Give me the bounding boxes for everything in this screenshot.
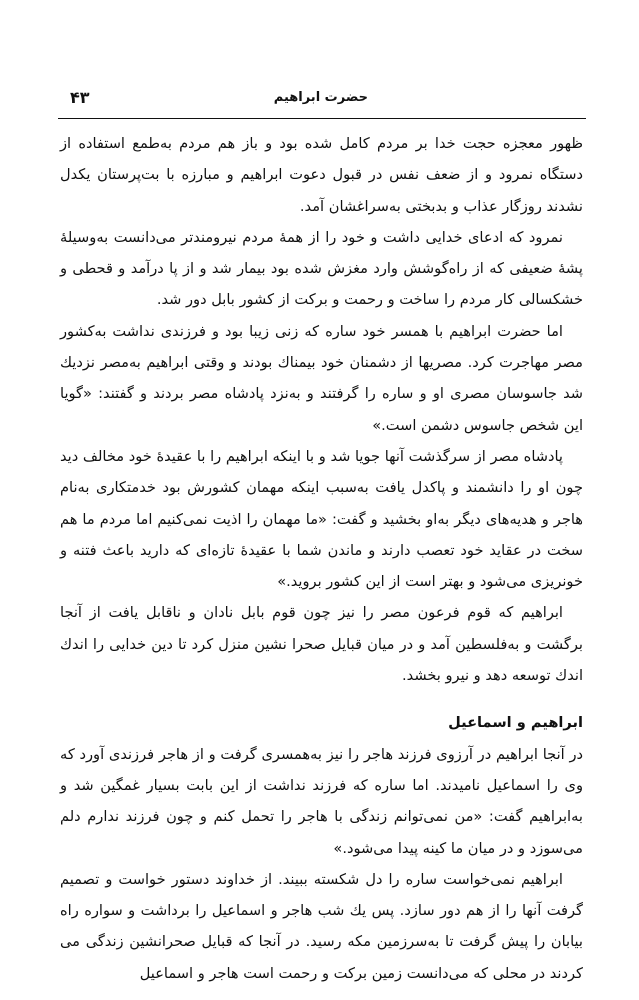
paragraph: ابراهیم نمی‌خواست ساره را دل شکسته ببیند. از خداوند دستور خواست و تصمیم گرفت آنها را از هم دور سازد. پس یك شب هاجر و اسماعیل را برداشت و سواره راه بیابان را پیش گرفت تا به‌سرزمین مکه رسید. در آنجا که قبایل صحرانشین زندگی می کردند در محلی که می‌دانست زمین برکت و رحمت است هاجر و اسماعیل [60,870,583,982]
paragraph: ابراهیم که قوم فرعون مصر را نیز چون قوم بابل نادان و ناقابل یافت از آنجا برگشت و به‌فلسطین آمد و در میان قبایل صحرا نشین منزل کرد تا دین خدایی را اندك اندك توسعه دهد و نیرو بخشد. [60,604,583,685]
page-number: ۴۳ [70,88,90,107]
section-heading: ابراهیم و اسماعیل [448,714,583,732]
page-header [58,88,583,116]
paragraph: نمرود که ادعای خدایی داشت و خود را از همهٔ مردم نیرومندتر می‌دانست به‌وسیلهٔ پشهٔ ضعیفی که از راه‌گوشش وارد مغزش شده بود بیمار شد و از پا درآمد و قحطی و خشکسالی کار مردم را ساخت و رحمت و برکت از کشور بابل دور شد. [60,228,583,309]
running-title: حضرت ابراهیم [273,90,368,105]
header-rule [58,118,586,119]
paragraph: ظهور معجزه حجت خدا بر مردم کامل شده بود و باز هم مردم به‌طمع استفاده از دستگاه نمرود و از ضعف نفس در قبول دعوت ابراهیم و مبارزه با بت‌پرستان یکدل نشدند روزگار عذاب و بدبختی به‌سراغشان آمد. [60,135,583,215]
section-gap [60,691,583,707]
paragraph: در آنجا ابراهیم در آرزوی فرزند هاجر را نیز به‌همسری گرفت و از هاجر فرزندی آورد که وی را اسماعیل نامیدند. اما ساره که فرزند نداشت از این بابت بسیار غمگین شد و به‌ابراهیم گفت: «من نمی‌توانم زندگی با هاجر را تحمل کنم و چون فرزند ندارم دلم می‌سوزد و در میان ما کینه پیدا می‌شود.» [60,745,583,857]
paragraph: اما حضرت ابراهیم با همسر خود ساره که زنی زیبا بود و فرزندی نداشت به‌کشور مصر مهاجرت کرد. مصریها از دشمنان خود بیمناك بودند و وقتی ابراهیم به‌مصر نزدیك شد جاسوسان مصری او و ساره را گرفتند و به‌نزد پادشاه مصر بردند و گفتند: «گویا این شخص جاسوس دشمن است.» [60,322,583,434]
body-text [60,128,583,989]
paragraph: پادشاه مصر از سرگذشت آنها جویا شد و با اینکه ابراهیم را با عقیدهٔ خود مخالف دید چون او را دانشمند و پاکدل یافت به‌سبب اینکه مهمان کشورش بود خدمتکاری به‌نام هاجر و هدیه‌های دیگر به‌او بخشید و گفت: «ما مهمان را اذیت نمی‌کنیم اما مردم ما هم سخت در عقاید خود تعصب دارند و ماندن شما با عقیدهٔ تازه‌ای که دارید باعث فتنه و خونریزی می‌شود و بهتر است از این کشور بروید.» [60,447,583,591]
